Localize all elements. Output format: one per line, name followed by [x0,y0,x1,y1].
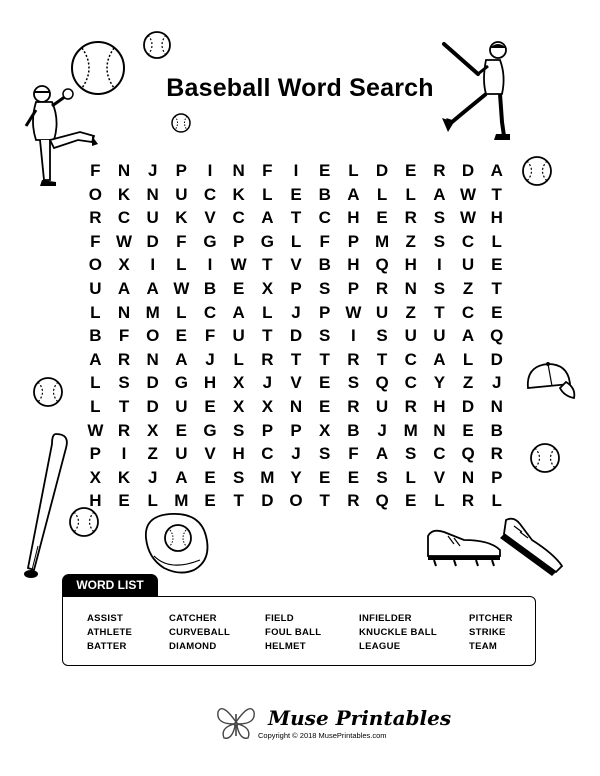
grid-letter: R [89,208,102,228]
word-list-item: INFIELDER [359,613,412,624]
grid-letter: Q [375,255,389,275]
grid-letter: L [348,161,359,180]
grid-letter: W [87,420,104,440]
grid-letter: Q [490,326,504,346]
cleat-shoe-illustration [498,514,568,580]
grid-letter: S [233,420,245,440]
grid-letter: B [203,278,217,298]
grid-letter: A [146,278,159,298]
word-list-item: CATCHER [169,613,217,624]
grid-letter: E [405,491,417,511]
grid-letter: W [115,231,133,251]
grid-letter: S [433,231,446,251]
grid-letter: I [293,161,299,180]
grid-letter: R [117,349,131,369]
grid-letter: T [262,255,273,275]
cleat-shoe-illustration [424,524,504,568]
grid-letter: N [490,396,503,416]
grid-letter: L [376,184,388,204]
grid-letter: Q [375,491,389,511]
grid-letter: G [260,231,274,251]
grid-letter: E [319,396,331,416]
grid-letter: F [348,444,359,464]
grid-letter: L [90,302,101,322]
grid-letter: W [173,278,190,298]
grid-letter: A [461,326,475,346]
page-title: Baseball Word Search [166,74,434,102]
grid-letter: R [433,161,446,180]
grid-letter: I [150,255,156,275]
grid-letter: T [491,184,502,204]
grid-letter: A [433,184,446,204]
word-list-column [169,612,230,654]
grid-letter: N [146,349,159,369]
grid-letter: B [318,255,331,275]
grid-letter: E [405,161,417,180]
grid-letter: E [462,420,474,440]
grid-letter: C [203,184,217,204]
grid-letter: W [345,302,362,322]
grid-letter: H [433,396,446,416]
grid-letter: N [146,184,159,204]
grid-letter: E [118,491,130,511]
grid-letter: P [175,161,188,180]
word-list-column [359,612,437,654]
word-list-item: TEAM [469,641,498,652]
grid-letter: P [233,231,245,251]
grid-letter: J [377,420,387,440]
grid-row [81,396,511,418]
grid-letter: L [262,302,273,322]
grid-letter: T [233,491,244,511]
grid-letter: D [461,396,475,416]
grid-letter: L [290,231,302,251]
grid-letter: B [490,420,503,440]
grid-letter: A [175,467,188,487]
grid-letter: J [492,373,502,393]
baseball-icon [170,112,192,134]
grid-letter: F [90,231,101,251]
grid-letter: L [491,491,502,511]
word-list-item: CURVEBALL [169,627,231,638]
grid-letter: U [404,326,417,346]
grid-row [81,278,511,300]
grid-letter: R [490,444,503,464]
grid-letter: V [290,373,302,393]
grid-letter: U [461,255,475,275]
grid-letter: U [433,326,446,346]
grid-letter: J [262,373,273,393]
baseball-cap-illustration [520,358,578,404]
grid-letter: I [437,255,442,275]
grid-letter: E [233,278,245,298]
baseball-icon [32,376,64,408]
grid-letter: H [347,255,360,275]
grid-letter: G [203,420,217,440]
grid-letter: N [117,161,131,180]
grid-letter: T [319,491,330,511]
grid-letter: E [491,302,503,322]
grid-letter: H [347,208,360,228]
word-list-column [469,612,513,654]
word-list-item: HELMET [265,641,306,652]
word-list-item: PITCHER [469,613,513,624]
grid-letter: R [347,349,360,369]
grid-letter: D [289,326,303,346]
grid-letter: C [404,373,417,393]
grid-letter: L [176,255,187,275]
grid-letter: U [375,396,389,416]
grid-letter: X [233,396,245,416]
word-list-item: FOUL BALL [265,627,322,638]
grid-letter: L [90,396,101,416]
grid-letter: P [290,278,302,298]
word-list-item: FIELD [265,613,294,624]
grid-letter: M [145,302,160,322]
grid-letter: S [233,467,245,487]
grid-letter: O [88,255,102,275]
grid-letter: J [147,161,158,180]
grid-letter: A [433,349,446,369]
grid-letter: H [404,255,417,275]
word-list-item: ATHLETE [87,627,133,638]
grid-letter: R [375,278,389,298]
grid-letter: P [347,278,360,298]
grid-letter: V [290,255,302,275]
grid-letter: L [491,231,502,251]
grid-letter: V [204,208,216,228]
grid-letter: J [205,349,215,369]
grid-letter: L [434,491,445,511]
grid-letter: E [319,161,331,180]
grid-letter: E [204,491,216,511]
grid-letter: U [175,396,188,416]
grid-row [81,467,511,489]
grid-letter: P [491,467,503,487]
grid-letter: C [232,208,245,228]
grid-letter: Z [462,278,474,298]
grid-letter: S [347,373,360,393]
grid-letter: E [290,184,302,204]
grid-letter: D [146,231,159,251]
grid-row [81,349,511,371]
grid-letter: M [260,467,275,487]
grid-letter: C [203,302,217,322]
grid-letter: D [261,491,274,511]
grid-letter: T [262,326,273,346]
grid-letter: L [405,467,416,487]
grid-row [81,254,511,276]
footer [214,700,452,748]
grid-letter: S [376,467,388,487]
grid-row [81,184,511,206]
copyright-text: Copyright © 2018 MusePrintables.com [258,731,387,740]
baseball-icon [142,30,172,60]
grid-letter: H [490,208,503,228]
grid-letter: N [433,420,446,440]
grid-letter: D [146,373,159,393]
grid-letter: R [347,396,360,416]
grid-letter: A [89,349,102,369]
word-list-box [62,596,536,666]
grid-row [81,372,511,394]
grid-letter: K [175,208,188,228]
grid-letter: S [319,444,331,464]
grid-letter: G [174,373,188,393]
grid-letter: I [207,161,213,180]
grid-letter: L [90,373,101,393]
word-list-item: STRIKE [469,627,506,638]
grid-row [81,207,511,229]
grid-letter: J [147,467,158,487]
grid-letter: Y [433,373,446,393]
grid-letter: A [347,184,360,204]
grid-letter: U [232,326,245,346]
grid-letter: B [347,420,360,440]
word-list-item: KNUCKLE BALL [359,627,438,638]
grid-letter: L [262,184,273,204]
grid-row [81,160,511,182]
grid-letter: H [89,491,102,511]
grid-letter: W [460,184,477,204]
grid-letter: M [374,231,390,251]
grid-letter: N [117,302,131,322]
grid-letter: R [117,420,131,440]
grid-letter: P [347,231,360,251]
grid-letter: P [89,444,101,464]
grid-letter: C [318,208,331,228]
grid-letter: A [117,278,131,298]
grid-letter: P [261,420,274,440]
grid-letter: I [207,255,213,275]
grid-letter: O [289,491,303,511]
grid-letter: F [319,231,330,251]
grid-letter: Z [462,373,474,393]
grid-letter: U [375,302,389,322]
grid-letter: E [491,255,503,275]
grid-letter: F [204,326,216,346]
grid-letter: M [174,491,189,511]
grid-letter: B [89,326,102,346]
grid-letter: R [347,491,360,511]
grid-letter: S [376,326,388,346]
grid-letter: W [460,208,477,228]
grid-letter: S [118,373,130,393]
baseball-bat-illustration [20,430,74,586]
grid-row [81,302,511,324]
grid-letter: A [375,444,389,464]
grid-row [81,443,511,465]
grid-letter: E [347,467,360,487]
grid-letter: C [117,208,131,228]
grid-letter: D [146,396,159,416]
grid-letter: U [146,208,159,228]
word-list-item: BATTER [87,641,127,652]
grid-letter: K [232,184,245,204]
grid-letter: H [232,444,245,464]
grid-letter: S [433,208,446,228]
grid-letter: A [175,349,188,369]
grid-letter: I [351,326,356,346]
grid-letter: N [232,161,245,180]
grid-letter: W [230,255,247,275]
grid-letter: I [121,444,127,464]
grid-letter: F [262,161,273,180]
grid-letter: O [88,184,102,204]
word-list-item: DIAMOND [169,641,217,652]
grid-letter: X [233,373,245,393]
grid-letter: R [461,491,475,511]
grid-letter: Y [290,467,302,487]
grid-letter: Q [461,444,475,464]
grid-letter: B [318,184,331,204]
baseball-glove-illustration [140,508,216,578]
grid-letter: X [319,420,331,440]
grid-letter: X [261,278,274,298]
grid-letter: U [175,184,188,204]
brand-name: Muse Printables [268,706,452,730]
word-list-column [87,612,132,654]
butterfly-logo-icon [214,702,258,742]
grid-letter: S [405,444,417,464]
grid-letter: C [404,349,417,369]
grid-letter: E [204,396,216,416]
grid-letter: A [232,302,245,322]
grid-letter: L [405,184,416,204]
grid-letter: Z [405,302,416,322]
grid-letter: Z [147,444,158,464]
grid-letter: E [376,208,388,228]
grid-letter: T [491,278,502,298]
grid-letter: N [404,278,417,298]
grid-letter: D [375,161,389,180]
grid-letter: S [319,326,331,346]
grid-letter: C [461,302,475,322]
word-list-item: ASSIST [87,613,124,624]
grid-row [81,231,511,253]
grid-letter: V [433,467,446,487]
grid-letter: L [176,302,187,322]
grid-letter: P [319,302,331,322]
grid-letter: R [261,349,274,369]
grid-letter: C [433,444,446,464]
grid-letter: J [291,302,301,322]
grid-letter: L [147,491,158,511]
word-list-column [265,612,321,654]
grid-letter: X [118,255,130,275]
grid-letter: S [433,278,446,298]
grid-letter: K [117,184,131,204]
grid-letter: R [404,396,417,416]
grid-letter: D [461,161,475,180]
grid-letter: F [176,231,187,251]
grid-letter: U [89,278,102,298]
grid-letter: Q [375,373,389,393]
grid-letter: N [289,396,303,416]
grid-letter: L [462,349,474,369]
grid-letter: T [290,208,302,228]
word-list-label: WORD LIST [62,574,158,596]
grid-letter: G [203,231,217,251]
grid-letter: U [175,444,188,464]
grid-letter: A [261,208,274,228]
grid-row [81,490,511,512]
grid-letter: J [291,444,301,464]
grid-letter: C [461,231,475,251]
grid-letter: X [89,467,101,487]
grid-letter: S [319,278,331,298]
grid-letter: X [147,420,159,440]
baseball-icon [529,442,561,474]
grid-letter: O [146,326,160,346]
grid-letter: N [461,467,475,487]
grid-letter: C [261,444,274,464]
grid-letter: T [118,396,130,416]
grid-row [81,420,511,442]
grid-letter: L [233,349,244,369]
grid-letter: E [204,467,216,487]
grid-letter: X [261,396,274,416]
grid-letter: D [490,349,503,369]
grid-letter: F [118,326,130,346]
grid-letter: K [117,467,131,487]
grid-letter: R [404,208,417,228]
grid-letter: A [490,161,503,180]
grid-letter: T [376,349,388,369]
grid-letter: M [403,420,418,440]
word-search-grid [81,160,511,511]
grid-letter: E [175,326,188,346]
grid-letter: E [319,373,331,393]
grid-letter: F [90,161,101,180]
grid-letter: T [319,349,330,369]
grid-row [81,325,511,347]
grid-letter: H [203,373,217,393]
batter-illustration [438,40,518,144]
grid-letter: E [319,467,331,487]
grid-letter: Z [405,231,416,251]
baseball-icon [521,155,553,187]
grid-letter: V [204,444,216,464]
grid-letter: E [175,420,188,440]
grid-letter: T [290,349,302,369]
grid-letter: T [434,302,445,322]
word-list-item: LEAGUE [359,641,401,652]
grid-letter: P [290,420,302,440]
